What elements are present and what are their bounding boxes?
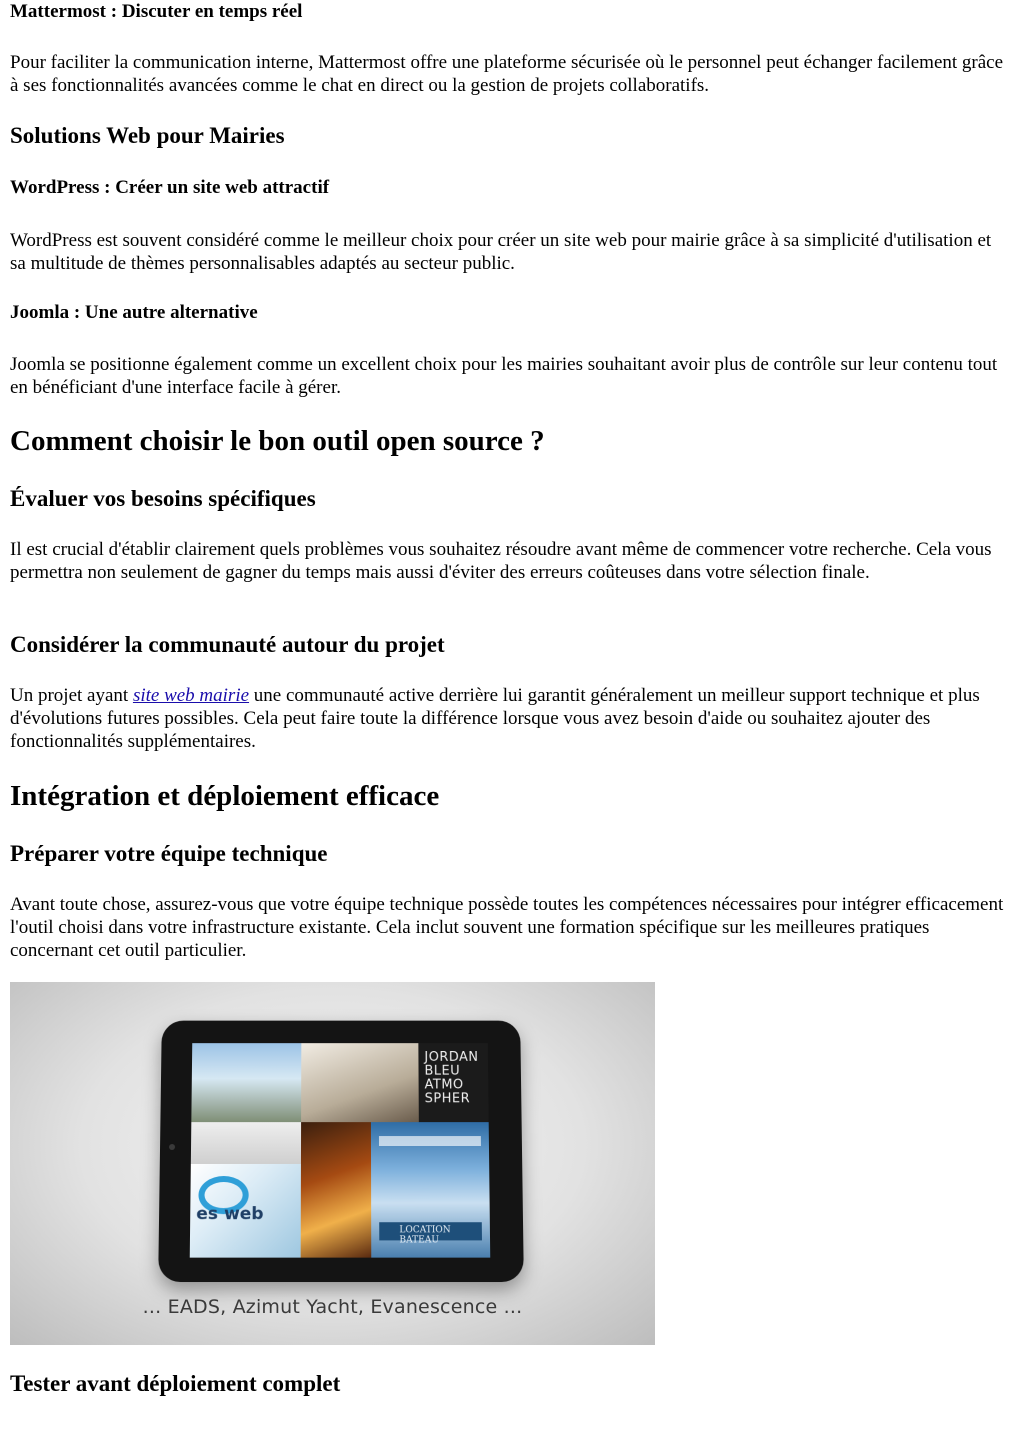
paragraph-wordpress: WordPress est souvent considéré comme le meilleur choix pour créer un site web pour mairie grâce à sa simplicité d'utilisation et sa multitude de thèmes personnalisables adaptés au secteur public. [10,230,992,274]
paragraph-joomla: Joomla se positionne également comme un excellent choix pour les mairies souhaitant avoir plus de contrôle sur leur contenu tout en bénéficiant d'une interface facile à gérer. [10,354,998,398]
heading-needs: Évaluer vos besoins spécifiques [10,486,316,511]
heading-mattermost: Mattermost : Discuter en temps réel [10,1,303,22]
screenshot-tile-dark [418,1043,488,1122]
screenshot-tile-orange [301,1122,372,1258]
screenshot-tile-grey [191,1122,301,1164]
tablet-portfolio-image [10,982,655,1345]
tile-bar [379,1136,481,1146]
paragraph-mattermost: Pour faciliter la communication interne, Mattermost offre une plateforme sécurisée où le personnel peut échanger facilement grâce à ses fonctionnalités avancées comme le chat en direct ou la gestion de projets collaboratifs. [10,52,1004,96]
screenshot-tile-blue [371,1122,490,1258]
tile-text-location: LOCATION BATEAU [399,1225,451,1246]
community-text-before: Un projet ayant [10,685,133,706]
site-web-mairie-link[interactable]: site web mairie [132,685,250,706]
paragraph-community [10,684,1010,753]
tablet-screen [190,1043,490,1257]
image-caption: ... EADS, Azimut Yacht, Evanescence ... [142,1296,523,1318]
heading-team: Préparer votre équipe technique [10,841,328,866]
screenshot-tile-fashion [301,1043,419,1122]
heading-integration: Intégration et déploiement efficace [10,780,440,812]
heading-wordpress: WordPress : Créer un site web attractif [10,177,330,198]
heading-community: Considérer la communauté autour du projet [10,632,445,657]
screenshot-tile-logo [190,1164,301,1258]
heading-joomla: Joomla : Une autre alternative [10,302,258,323]
tile-text-web: es web [196,1204,264,1225]
tablet-device [158,1021,524,1282]
screenshot-tile-building [191,1043,301,1122]
heading-testing: Tester avant déploiement complet [10,1371,341,1396]
tile-text-jordan: JORDAN BLEU ATMO SPHER [424,1050,479,1107]
heading-web-solutions: Solutions Web pour Mairies [10,123,285,148]
heading-choose-tool: Comment choisir le bon outil open source ? [10,425,545,457]
camera-icon [169,1144,175,1150]
paragraph-needs: Il est crucial d'établir clairement quels problèmes vous souhaitez résoudre avant même de commencer votre recherche. Cela vous permettra non seulement de gagner du temps mais aussi d'éviter des erreurs coûteuses dans votre sélection finale. [10,539,992,583]
community-text-after: une communauté active derrière lui garantit généralement un meilleur support technique et plus d'évolutions futures possibles. Cela peut faire toute la différence lorsque vous avez besoin d'aide ou souhaitez ajouter des fonctionnalités supplémentaires. [10,685,980,752]
paragraph-team: Avant toute chose, assurez-vous que votre équipe technique possède toutes les compétences nécessaires pour intégrer efficacement l'outil choisi dans votre infrastructure existante. Cela inclut souvent une formation spécifique sur les meilleures pratiques concernant cet outil particulier. [10,894,1004,961]
